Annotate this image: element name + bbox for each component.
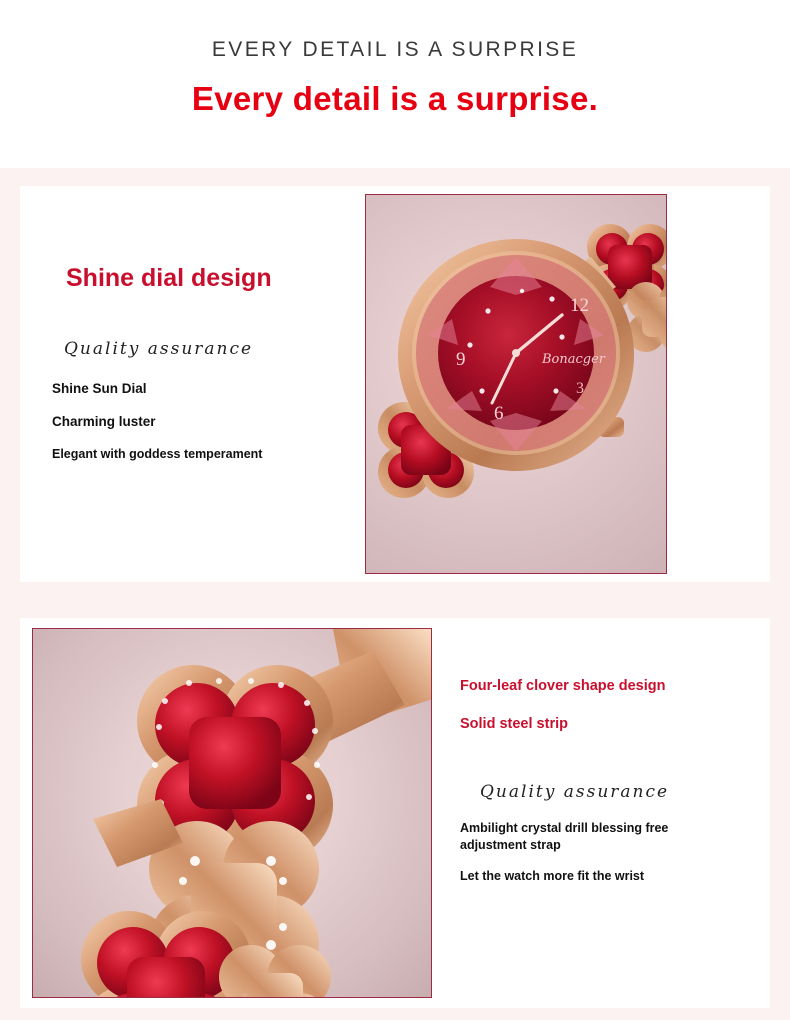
page-header [0,0,790,168]
clover-headline-1: Four-leaf clover shape design [460,678,666,694]
clover-headline-2: Solid steel strip [460,716,568,732]
clover-bullet-2: Let the watch more fit the wrist [460,868,645,883]
shine-dial-bullet-3: Elegant with goddess temperament [52,447,263,461]
quality-assurance-label-2: Quality assurance [480,782,670,802]
dial-numeral-12: 12 [570,295,589,316]
shine-dial-bullet-1: Shine Sun Dial [52,381,147,396]
dial-numeral-3: 3 [576,380,584,397]
watch-dial-photo [365,194,667,574]
page-title: Every detail is a surprise. [191,80,599,117]
bracelet-photo [32,628,432,998]
quality-assurance-label-1: Quality assurance [64,339,254,359]
dial-numeral-9: 9 [456,349,466,370]
watch-dial-illustration [366,195,667,574]
section-clover-strap [0,600,790,1020]
shine-dial-headline: Shine dial design [66,264,272,292]
bracelet-illustration [33,629,432,998]
section-clover-strap-inner [20,618,770,1008]
shine-dial-bullet-2: Charming luster [52,414,156,429]
section-shine-dial [0,168,790,600]
section-shine-dial-inner [20,186,770,582]
clover-bullet-1: Ambilight crystal drill blessing free adjustment strap [460,821,669,852]
section-clover-strap-text [432,618,762,1008]
dial-numeral-6: 6 [494,403,504,424]
dial-brand-text: Bonacger [542,352,606,367]
section-shine-dial-text [20,186,365,582]
header-subtitle: EVERY DETAIL IS A SURPRISE [211,38,579,61]
